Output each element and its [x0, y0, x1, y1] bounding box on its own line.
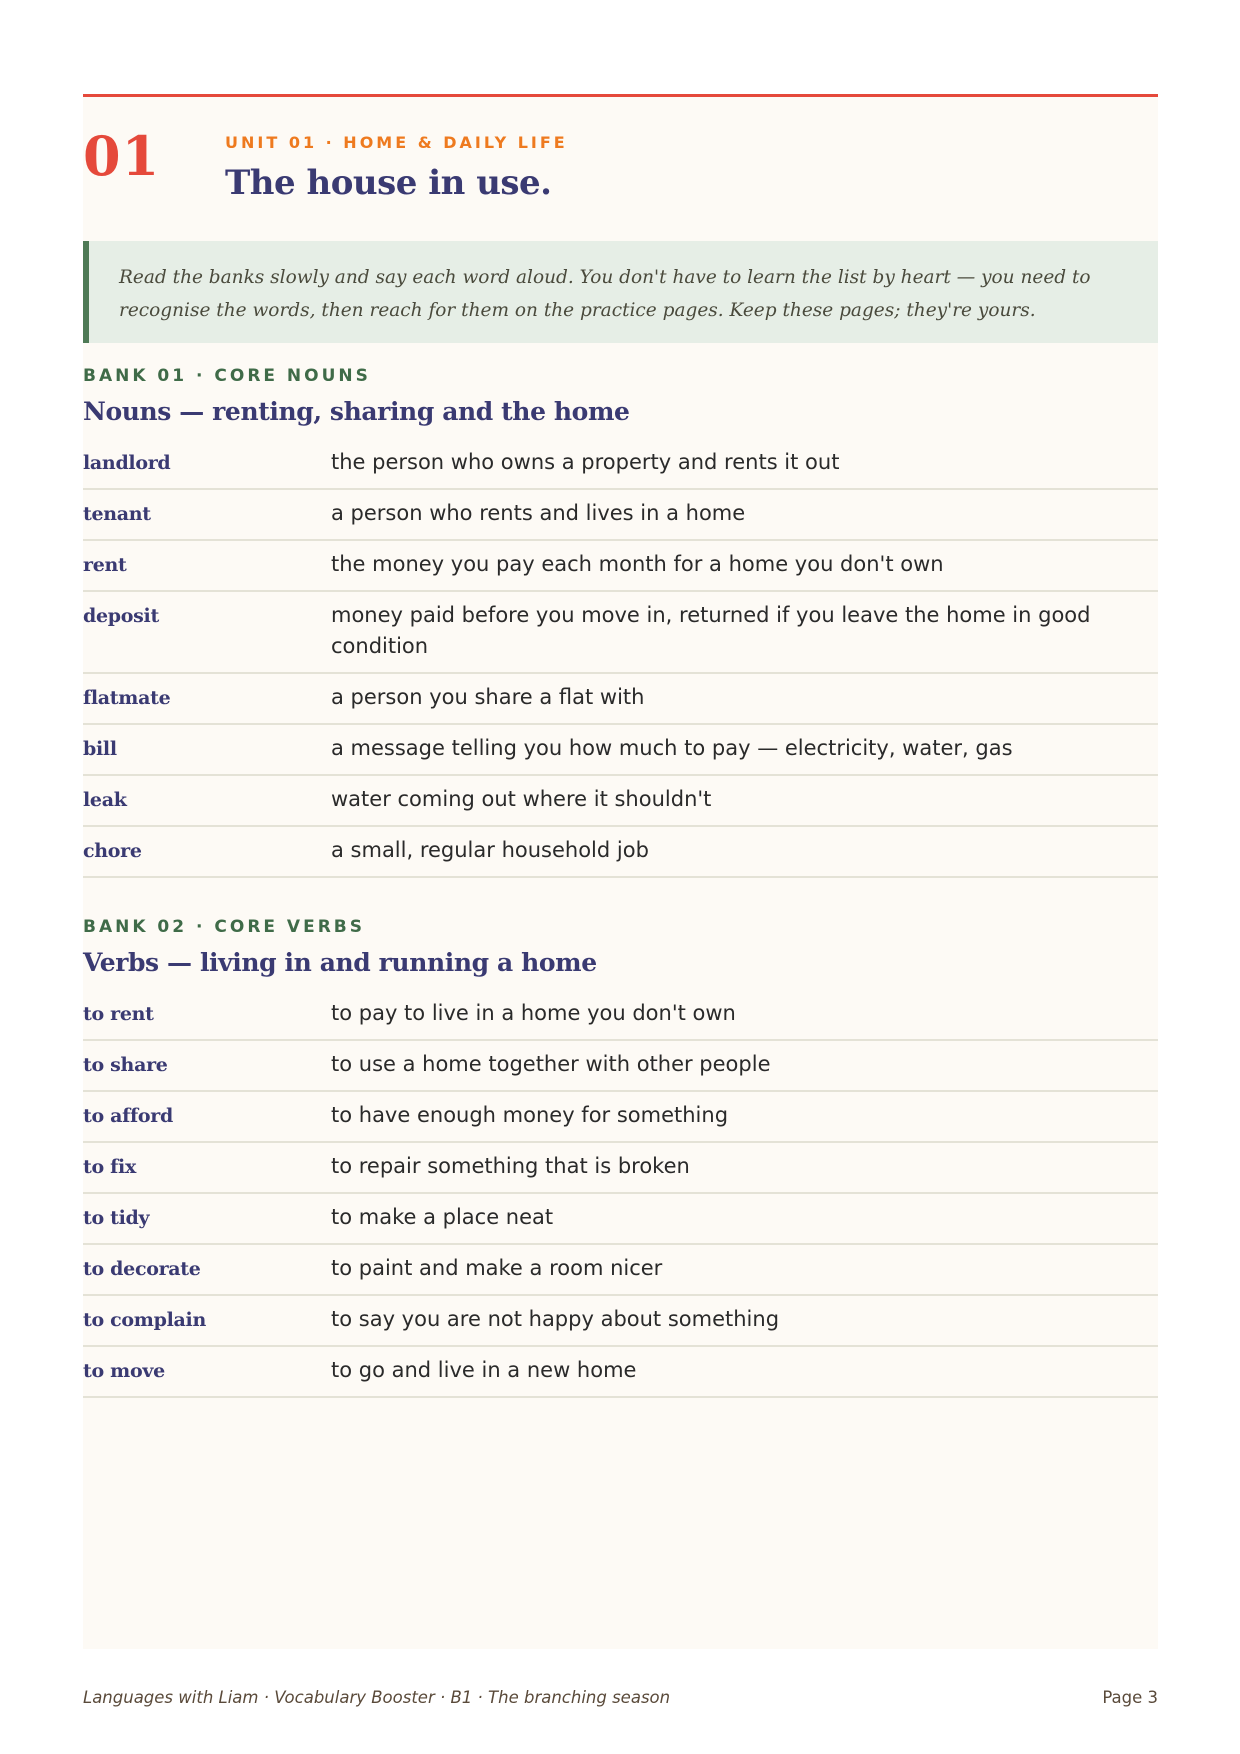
vocab-row [83, 1347, 1158, 1398]
vocab-definition: the person who owns a property and rents it out [331, 450, 840, 474]
vocab-term: chore [83, 840, 142, 862]
bank-nouns [83, 365, 1158, 878]
unit-title: The house in use. [225, 163, 552, 203]
intro-note [83, 241, 1158, 343]
vocab-definition: to repair something that is broken [331, 1154, 690, 1178]
vocab-definition: to paint and make a room nicer [331, 1256, 663, 1280]
vocab-row [83, 674, 1158, 725]
vocab-definition: to make a place neat [331, 1205, 554, 1229]
intro-text: Read the banks slowly and say each word aloud. You don't have to learn the list by heart — you need to recognise the words, then reach for them on the practice pages. Keep these pages; they're yours. [119, 267, 1091, 321]
vocab-row [83, 490, 1158, 541]
vocab-row [83, 1296, 1158, 1347]
vocab-list [83, 439, 1158, 878]
vocab-row [83, 592, 1158, 674]
vocab-term: flatmate [83, 687, 171, 709]
vocab-term: leak [83, 789, 127, 811]
vocab-term: bill [83, 738, 117, 760]
vocab-row [83, 1245, 1158, 1296]
vocab-term: to afford [83, 1105, 173, 1127]
bank-kicker: BANK 01 · CORE NOUNS [83, 366, 371, 386]
vocab-definition: to say you are not happy about something [331, 1307, 780, 1331]
vocab-term: to tidy [83, 1207, 150, 1229]
vocab-row [83, 1143, 1158, 1194]
vocab-row [83, 1194, 1158, 1245]
vocab-term: to fix [83, 1156, 136, 1178]
vocab-definition: the money you pay each month for a home you don't own [331, 552, 944, 576]
bank-title: Verbs — living in and running a home [83, 948, 597, 977]
vocab-list [83, 990, 1158, 1398]
vocab-row [83, 439, 1158, 490]
unit-number: 01 [83, 124, 161, 188]
vocab-definition: to use a home together with other people [331, 1052, 771, 1076]
vocab-definition: a person you share a flat with [331, 685, 645, 709]
vocab-definition: a person who rents and lives in a home [331, 501, 746, 525]
vocab-definition: to pay to live in a home you don't own [331, 1001, 736, 1025]
vocab-row [83, 1041, 1158, 1092]
vocab-row [83, 827, 1158, 878]
vocab-term: to share [83, 1054, 168, 1076]
unit-kicker: UNIT 01 · HOME & DAILY LIFE [225, 133, 568, 152]
vocab-term: deposit [83, 605, 159, 627]
vocab-definition: a small, regular household job [331, 838, 649, 862]
vocab-term: to move [83, 1360, 165, 1382]
unit-page [83, 94, 1158, 1649]
vocab-row [83, 990, 1158, 1041]
vocab-definition: to go and live in a new home [331, 1358, 637, 1382]
vocab-term: to decorate [83, 1258, 201, 1280]
vocab-term: tenant [83, 503, 151, 525]
vocab-row [83, 1092, 1158, 1143]
vocab-definition: money paid before you move in, returned if you leave the home in good condition [331, 603, 1091, 658]
bank-kicker: BANK 02 · CORE VERBS [83, 917, 365, 937]
vocab-term: to complain [83, 1309, 206, 1331]
bank-title: Nouns — renting, sharing and the home [83, 397, 630, 426]
vocab-definition: to have enough money for something [331, 1103, 729, 1127]
vocab-row [83, 776, 1158, 827]
vocab-term: rent [83, 554, 127, 576]
vocab-term: landlord [83, 452, 171, 474]
vocab-definition: a message telling you how much to pay — electricity, water, gas [331, 736, 1013, 760]
vocab-term: to rent [83, 1003, 154, 1025]
footer-publication: Languages with Liam · Vocabulary Booster · B1 · The branching season [83, 1688, 671, 1707]
vocab-definition: water coming out where it shouldn't [331, 787, 712, 811]
vocab-row [83, 725, 1158, 776]
vocab-row [83, 541, 1158, 592]
page-number: Page 3 [1102, 1688, 1158, 1707]
bank-verbs [83, 916, 1158, 1398]
